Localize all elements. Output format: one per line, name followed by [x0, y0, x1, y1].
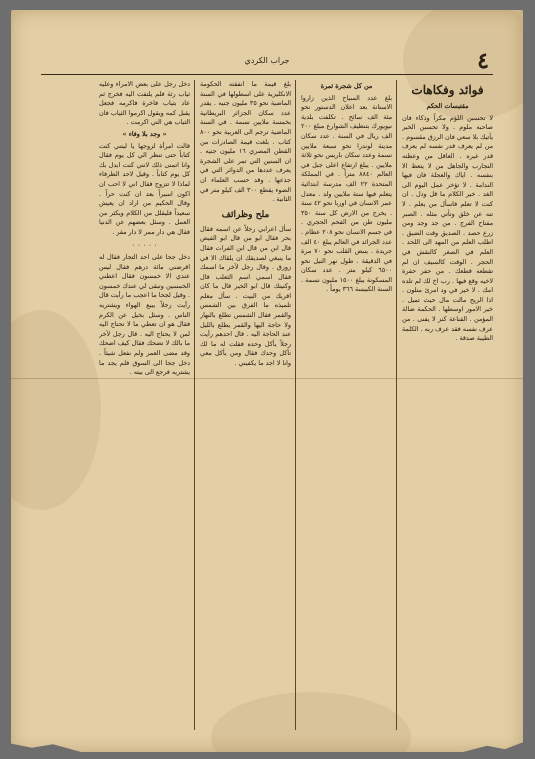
column-title: من كل شجرة ثمرة [320, 82, 373, 90]
column-text: بلغ عدد السياح الذين زاروا الاستانة بعد اعلان الدستور نحو مئة الف سائح . تكلفت بلدية نيويورك بتنظيف الشوارع مبلغ ٢٠٠ الف ريال في السنة . عدد سكان مدينة لوندرا نحو سبعة ملايين نسمة وعدد سكان باريس نحو ثلاثة ملايين . يبلغ ارتفاع اعلى جبل في العالم ٨٨٤٠ متراً . في المملكة المتحدة ٢٢ الف مدرسة ابتدائية يتعلم فيها ستة ملايين ولد . معدل عمر الانسان في اوربا نحو ٤٢ سنة . يخرج من الارض كل سنة ٣٥٠ مليون طن من الفحم الحجري . في جسم الانسان نحو ٢٠٨ عظام . عدد الجرائد في العالم يبلغ ٤٠ الف جريدة . ينبض القلب نحو ٧٠ مرة في الدقيقة . طول نهر النيل نحو ٦٥٠٠ كيلو متر . عدد سكان المسكونة يبلغ ١٥٠٠ مليون نسمة . السنة الكبيسة ٣٦٦ يوماً . [301, 93, 392, 294]
section-text: سأل اعرابي رجلاً عن اسمه فقال بحر فقال ابو من قال ابو الفيض قال ابن من قال ابن الفرات فقال ما ينبغي لصديقك ان يلقاك الا في زورق . وقال رجل لآخر ما اسمك فقال اسمي اسم الثعلب قال وكنيتك قال ابو الخير قال ما كان اقربك من البيت . سأل معلم تلميذه ما الفرق بين الشمس والقمر فقال الشمس تطلع بالنهار ولا حاجة اليها والقمر يطلع بالليل عند الحاجة اليه . قال احدهم رأيت رجلاً يأكل وحده فقلت له ما لك تأكل وحدك فقال ومن يأكل معي وانا لا اجد ما يكفيني . [200, 224, 291, 368]
page-fold-line [11, 378, 523, 379]
section-title: ملح وظرائف [221, 209, 270, 220]
column-text: قالت امرأة لزوجها يا ليتني كنت كتاباً حتى تنظر الي كل يوم فقال وانا اتمنى ذلك لانني كنت ابدل بك كل يوم كتاباً . وقيل لاحد الظرفاء لماذا لا تتزوج فقال اني لا احب ان اكون اسيراً بعد ان كنت حراً . وقال الحكيم من اراد ان يعيش سعيداً فليقلل من الكلام ويكثر من العمل . وسئل بعضهم عن الدنيا فقال هي دار ممر لا دار مقر . [99, 141, 190, 236]
column-text: دخل رجل على بعض الامراء وعليه ثياب رثة فلم يلتفت اليه فخرج ثم عاد بثياب فاخرة فاكرمه فجعل يقبل كمه ويقول اكرموا الثياب فان الثياب هي التي اكرمت . [99, 80, 190, 127]
page-number: ٤ [477, 48, 489, 74]
column-title: فوائد وفكاهات [411, 83, 484, 97]
column-subtitle: مقتبسات الحكم [426, 102, 469, 110]
article-columns [41, 80, 493, 730]
separator-dots: ٠ ٠ ٠ ٠ ٠ [131, 240, 158, 249]
newspaper-page [11, 10, 523, 752]
column-2 [301, 80, 392, 730]
column-text: لا تحسبن اللؤم مكراً وذكاء فان صاحبه ملوم . ولا تحسبن الخير يأتيك بلا سعي فان الرزق مقسوم . من لم يعرف قدر نفسه لم يعرف قدر غيره . العاقل من وعظته التجارب والجاهل من لا يتعظ الا بنفسه . اياك والعجلة فان فيها الندامة . لا تؤخر عمل اليوم الى الغد . خير الكلام ما قل ودل . ان كنت لا تعلم فاسأل من يعلم . لا تنه عن خلق وتأتي مثله . الصبر مفتاح الفرج . من جد وجد ومن زرع حصد . الصديق وقت الضيق . اطلب العلم من المهد الى اللحد . العلم في الصغر كالنقش في الحجر . الوقت كالسيف ان لم تقطعه قطعك . من حفر حفرة لاخيه وقع فيها . رب اخ لك لم تلده امك . لا خير في ود امرئ متلون . اذا الريح مالت مال حيث تميل . خير الامور اوسطها . الحكمة ضالة المؤمن . القناعة كنز لا يفنى . من عرف نفسه فقد عرف ربه . الكلمة الطيبة صدقة . [402, 113, 493, 343]
column-4 [99, 80, 190, 730]
column-text: دخل جحا على احد التجار فقال له اقرضني مائة درهم فقال ليس عندي الا خمسون فقال اعطني الخمسين وتبقى لي عندك خمسون . وقيل لجحا ما اعجب ما رأيت قال رأيت رجلاً يبيع الهواء ويشتريه الناس . وسئل بخيل عن الكرم فقال هو ان تعطي ما لا تحتاج اليه لمن لا يحتاج اليه . قال رجل لآخر ما بالك لا تضحك فقال كيف اضحك وقد مضى العمر ولم نفعل شيئاً . دخل جحا الى السوق فلم يجد ما يشتريه فرجع الى بيته . [99, 253, 190, 377]
column-divider [295, 80, 296, 730]
torn-edge [11, 738, 81, 752]
column-divider [396, 80, 397, 730]
column-3 [200, 80, 291, 730]
torn-edge [463, 738, 523, 752]
journal-title: جراب الكردي [244, 56, 290, 65]
column-divider [194, 80, 195, 730]
small-heading: « وجد بلا وفاء » [122, 129, 167, 138]
column-text: بلغ قيمة ما انفقته الحكومة الانكليزية على اسطولها في السنة الماضية نحو ٣٥ مليون جنيه . يقدر عدد سكان الجزائر البريطانية بخمسة ملايين نسمة . في السنة الماضية ترجم الى العربية نحو ٨٠٠ كتاب . بلغت قيمة الصادرات من القطن المصري ١٦ مليون جنيه . ان السنين التي تمر على الشجرة يعرف عددها من الدوائر التي في جذعها . وقد حسب العلماء ان الضوء يقطع ٣٠٠ الف كيلو متر في الثانية . [200, 80, 291, 204]
page-header [41, 48, 493, 75]
column-1 [402, 80, 493, 730]
